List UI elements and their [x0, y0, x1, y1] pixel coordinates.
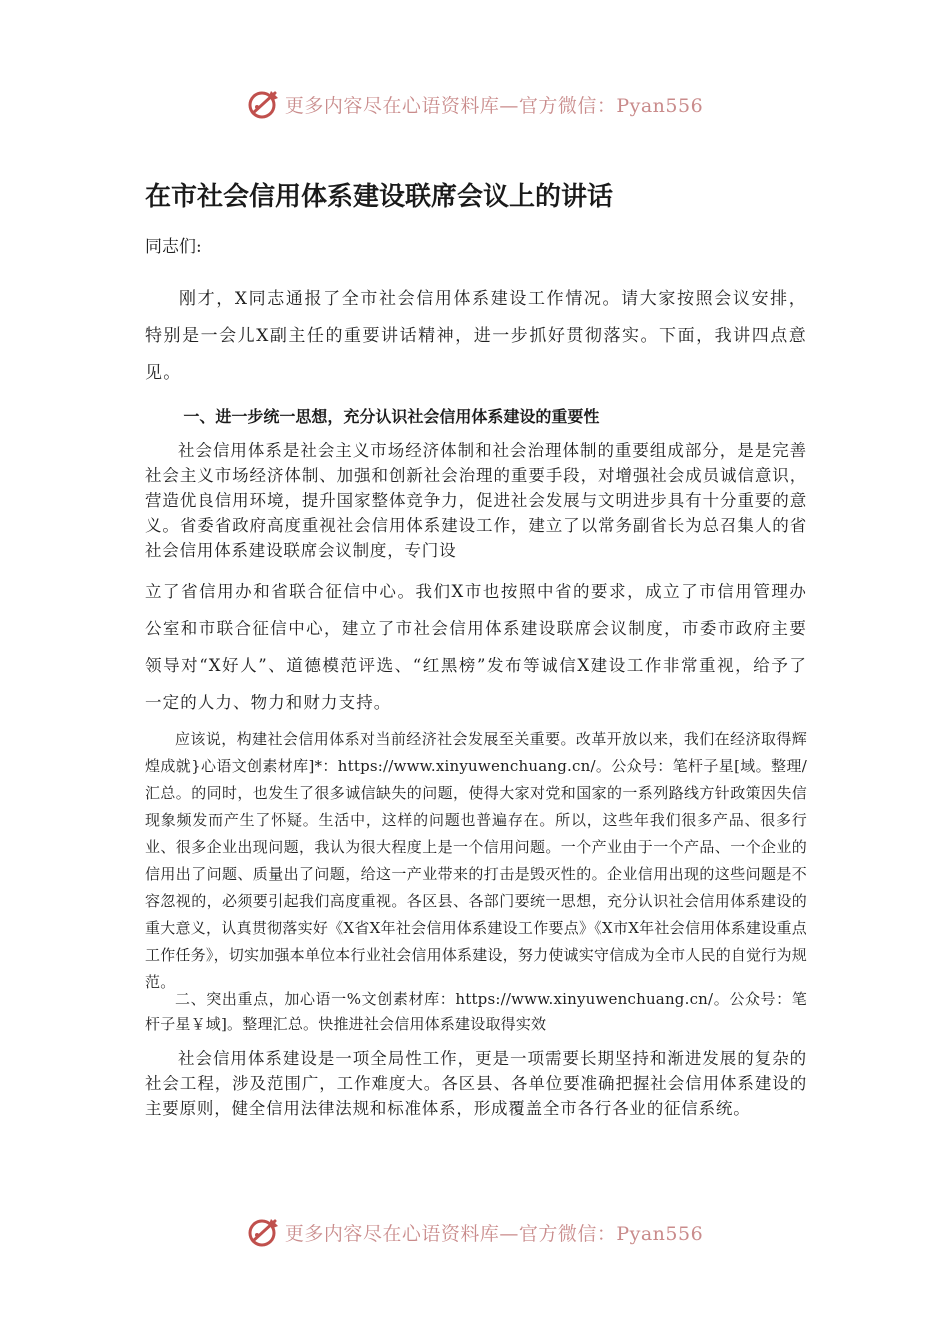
pen-logo-icon	[247, 87, 281, 121]
section-heading-2: 二、突出重点，加心语一%文创素材库：https://www.xinyuwenchuang.cn/。公众号：笔杆子星￥域]。整理汇总。快推进社会信用体系建设取得实效	[145, 990, 807, 1033]
paragraph-3: 立了省信用办和省联合征信中心。我们X市也按照中省的要求，成立了市信用管理办公室和市联合征信中心，建立了市社会信用体系建设联席会议制度，市委市政府主要领导对“X好人”、道德模范评选、“红黑榜”发布等诚信X建设工作非常重视，给予了一定的人力、物力和财力支持。	[145, 582, 807, 712]
paragraph-4: 应该说，构建社会信用体系对当前经济社会发展至关重要。改革开放以来，我们在经济取得辉煌成就}心语文创素材库]*：https://www.xinyuwenchuang.cn/。公众号：笔杆子星[域。整理/汇总。的同时，也发生了很多诚信缺失的问题，使得大家对党和国家的一系列路线方针政策因失信现象频发而产生了怀疑。生活中，这样的问题也普遍存在。所以，这些年我们很多产品、很多行业、很多企业出现问题，我认为很大程度上是一个信用问题。一个产业由于一个产品、一个企业的信用出了问题、质量出了问题，给这一产业带来的打击是毁灭性的。企业信用出现的这些问题是不容忽视的，必须要引起我们高度重视。各区县、各部门要统一思想，充分认识社会信用体系建设的重大意义，认真贯彻落实好《X省X年社会信用体系建设工作要点》《X市X年社会信用体系建设重点工作任务》，切实加强本单位本行业社会信用体系建设，努力使诚实守信成为全市人民的自觉行为规范。	[145, 730, 807, 991]
document-title: 在市社会信用体系建设联席会议上的讲话	[145, 182, 614, 212]
paragraph-2: 社会信用体系是社会主义市场经济体制和社会治理体制的重要组成部分，是是完善社会主义市场经济体制、加强和创新社会治理的重要手段，对增强社会成员诚信意识，营造优良信用环境，提升国家整体竞争力，促进社会发展与文明进步具有十分重要的意义。省委省政府高度重视社会信用体系建设工作，建立了以常务副省长为总召集人的省社会信用体系建设联席会议制度，专门设	[145, 441, 807, 560]
paragraph-intro: 刚才，X同志通报了全市社会信用体系建设工作情况。请大家按照会议安排，特别是一会儿X副主任的重要讲话精神，进一步抓好贯彻落实。下面，我讲四点意见。	[145, 289, 807, 383]
banner-text: 更多内容尽在心语资料库—官方微信：Pyan556	[284, 94, 704, 117]
header-banner	[0, 84, 950, 124]
pen-logo-icon	[247, 1215, 281, 1249]
footer-banner	[0, 1212, 950, 1252]
banner-text: 更多内容尽在心语资料库—官方微信：Pyan556	[284, 1222, 704, 1245]
greeting: 同志们:	[145, 237, 202, 257]
section-heading-1: 一、进一步统一思想，充分认识社会信用体系建设的重要性	[183, 407, 600, 426]
paragraph-6: 社会信用体系建设是一项全局性工作，更是一项需要长期坚持和渐进发展的复杂的社会工程，涉及范围广，工作难度大。各区县、各单位要准确把握社会信用体系建设的主要原则，健全信用法律法规和标准体系，形成覆盖全市各行各业的征信系统。	[145, 1049, 807, 1118]
